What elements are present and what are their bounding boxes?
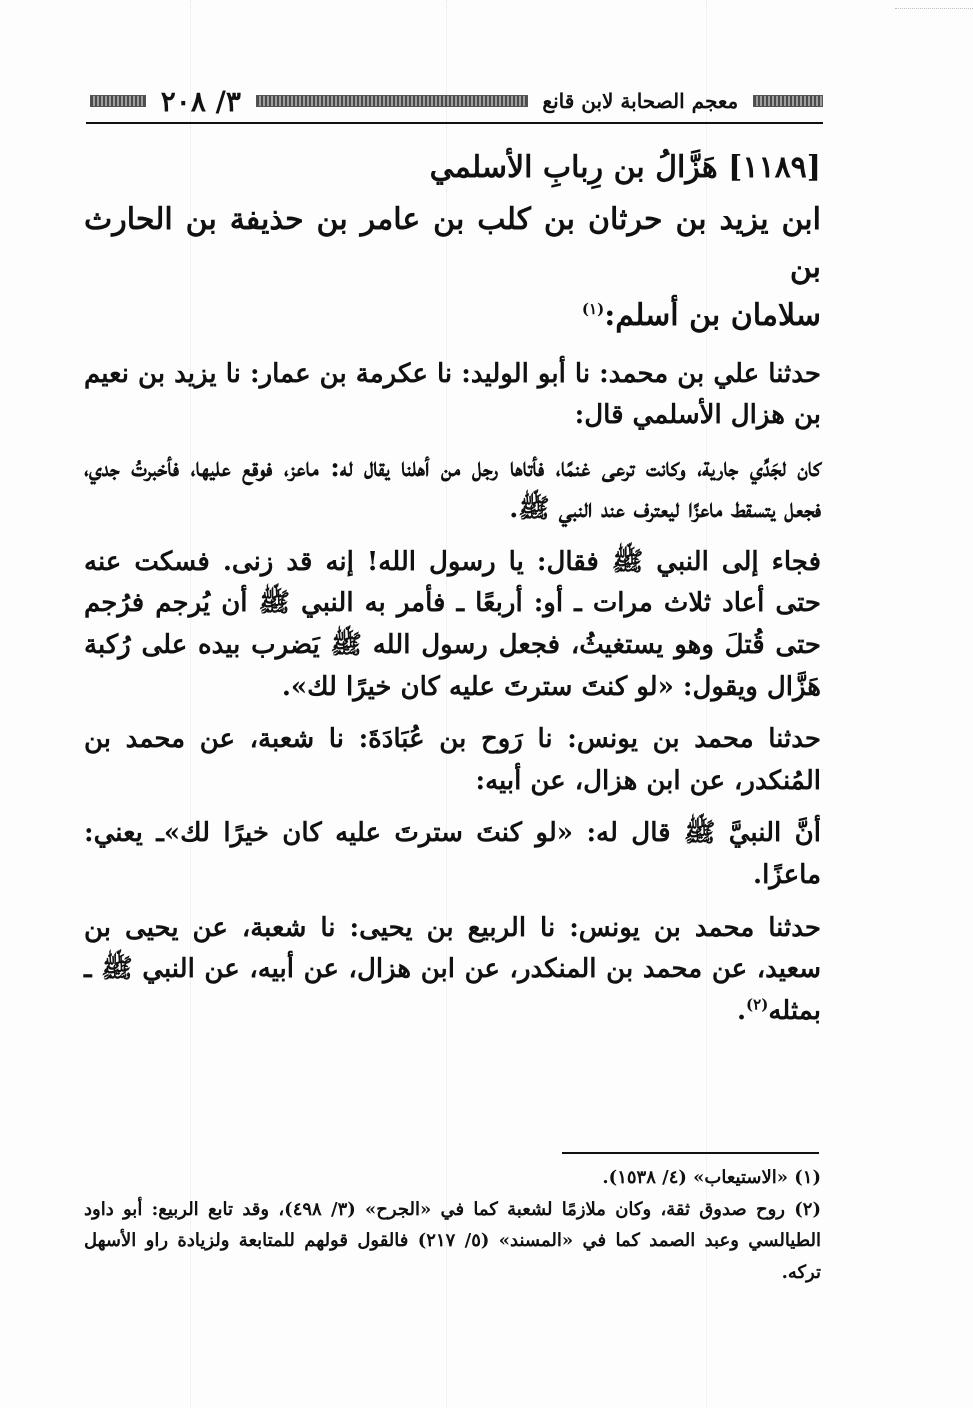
footnote-marker-2: (٢) — [746, 995, 769, 1014]
footnotes — [84, 1162, 821, 1288]
header-ornament-middle — [256, 95, 528, 107]
scan-dotted-line — [895, 8, 973, 10]
footnote-rule — [562, 1152, 819, 1154]
header-ornament-right — [90, 95, 146, 107]
footnote-marker-1: (١) — [581, 299, 605, 318]
paragraph-3: فجاء إلى النبي ﷺ فقال: يا رسول الله! إنه قد زنى. فسكت عنه حتى أعاد ثلاث مرات ـ أو: أربعًا ـ فأمر به النبي ﷺ أن يُرجم فرُجم حتى قُتلَ وهو يستغيثُ، فجعل رسول الله ﷺ يَضرب بيده على رُكبة هَزَّال ويقول: «لو كنتَ سترتَ عليه كان خيرًا لك». — [84, 546, 821, 702]
lineage-line-1: ابن يزيد بن حرثان بن كلب بن عامر بن حذيفة بن الحارث بن — [84, 201, 821, 285]
paragraph-6-end: . — [736, 995, 747, 1026]
footnote-1: (١) «الاستيعاب» (٤/ ١٥٣٨). — [602, 1167, 821, 1188]
header-ornament-left — [753, 95, 823, 107]
paragraph-1: حدثنا علي بن محمد: نا أبو الوليد: نا عكرمة بن عمار: نا يزيد بن نعيم بن هزال الأسلمي قال: — [84, 358, 821, 431]
paragraph-5: أنَّ النبيَّ ﷺ قال له: «لو كنتَ سترتَ عليه كان خيرًا لك»ـ يعني: ماعزًا. — [84, 818, 821, 891]
footnote-2: (٢) روح صدوق ثقة، وكان ملازمًا لشعبة كما في «الجرح» (٣/ ٤٩٨)، وقد تابع الربيع: أبو داود الطيالسي وعبد الصمد كما في «المسند» (٥/ ٢١٧) فالقول قولهم للمتابعة ولزيادة راو الأسهل تركه. — [84, 1198, 821, 1283]
page-header — [90, 84, 823, 118]
book-title: معجم الصحابة لابن قانع — [542, 89, 739, 113]
lineage-line-2: سلامان بن أسلم: — [604, 297, 821, 333]
entry-lineage — [84, 196, 821, 340]
paragraph-6 — [84, 908, 821, 1033]
header-rule — [86, 122, 823, 124]
paragraph-6-text: حدثنا محمد بن يونس: نا الربيع بن يحيى: نا شعبة، عن يحيى بن سعيد، عن محمد بن المنكدر، عن ابن هزال، عن أبيه، عن النبي ﷺ ـ بمثله — [84, 912, 821, 1026]
entry-heading: [١١٨٩] هَزَّالُ بن رِبابِ الأسلمي — [429, 150, 821, 185]
paragraph-2: كان لجَدِّي جارية، وكانت ترعى غنمًا، فأتاها رجل من أهلنا يقال له: ماعز، فوقع عليها، فأخبرتُ جدي، فجعل يتسقط ماعزًا ليعترف عند النبي ﷺ. — [84, 452, 821, 525]
page-number: ٣/ ٢٠٨ — [160, 84, 241, 118]
paragraph-4: حدثنا محمد بن يونس: نا رَوح بن عُبَادَةَ: نا شعبة، عن محمد بن المُنكدر، عن ابن هزال، عن أبيه: — [84, 724, 821, 796]
main-text — [84, 146, 821, 1043]
